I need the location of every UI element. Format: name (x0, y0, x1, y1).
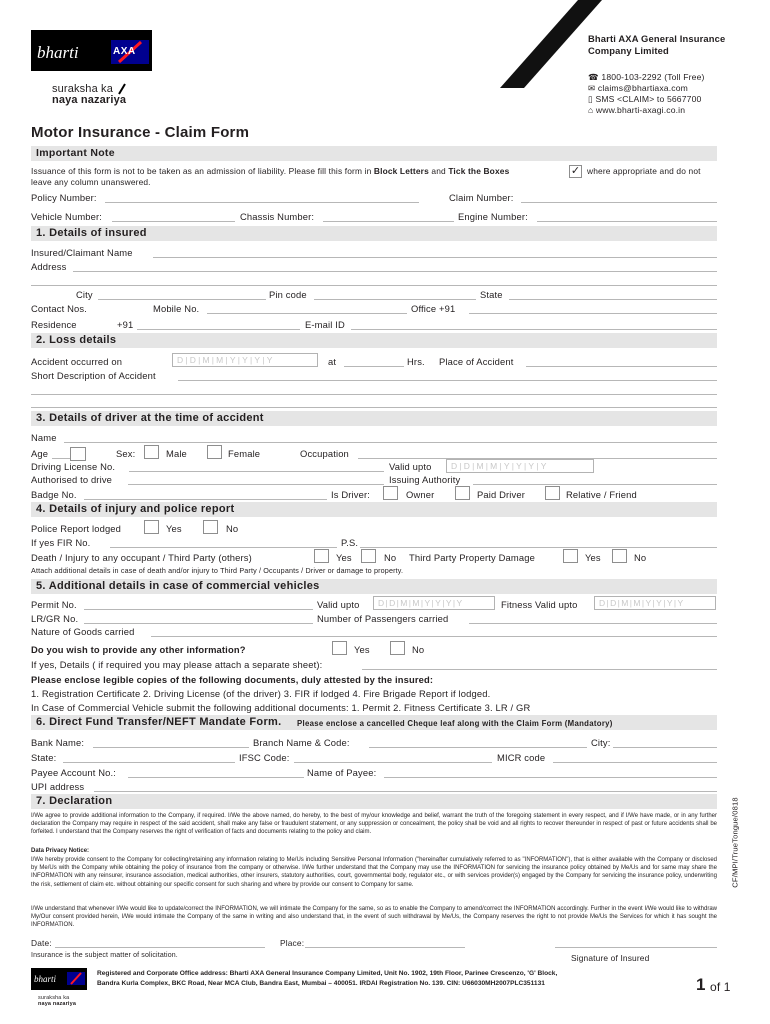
logo-axa-text: AXA (113, 46, 136, 57)
bank-city-field[interactable] (613, 747, 717, 748)
tpd-no-label: No (634, 552, 647, 563)
tpd-yes-checkbox[interactable] (563, 549, 578, 563)
accident-description-label: Short Description of Accident (31, 370, 156, 381)
payee-account-label: Payee Account No.: (31, 767, 117, 778)
declaration-date-field[interactable] (55, 947, 265, 948)
footer-address-1: Registered and Corporate Office address: Bharti AXA General Insurance Company Limited, Unit No. 1902, 19th Floor, Parinee Crescenzo, 'G' Block, (97, 970, 558, 977)
tpd-no-checkbox[interactable] (612, 549, 627, 563)
residence-label: Residence (31, 319, 77, 330)
occupation-label: Occupation (300, 448, 349, 459)
lr-gr-field[interactable] (84, 623, 313, 624)
declaration-text: I/We agree to provide additional information to the Company, if required. I/We the above named, do hereby, to the best of my/our knowledge and belief, warrant the truth of the foregoing statement in every respect, and if I/We have made, or in any further declaration the Company may require in respect of the said accident, shall make any false or fraudulent statement, or any suppression or concealment, the policy shall be void and all rights to recover thereunder in respect of past or future accidents shall be forfeited. I understand that the Company reserves the right of verification of facts and documents relating to the policy and claim. (31, 813, 717, 836)
footer-axa-logo-icon (67, 972, 85, 985)
check-icon: ✓ (570, 165, 581, 177)
driver-name-field[interactable] (64, 442, 717, 443)
ifsc-label: IFSC Code: (239, 752, 290, 763)
driving-license-label: Driving License No. (31, 461, 116, 472)
hrs-label: Hrs. (407, 356, 425, 367)
bank-name-label: Bank Name: (31, 737, 85, 748)
address-field-1[interactable] (73, 271, 717, 272)
passengers-label: Number of Passengers carried (317, 613, 449, 624)
accident-description-field-3[interactable] (31, 407, 717, 408)
place-of-accident-label: Place of Accident (439, 356, 514, 367)
driver-name-label: Name (31, 432, 57, 443)
privacy-text-1: I/We hereby provide consent to the Company for collecting/retaining any information relating to Me/Us including Sensitive Personal Information ("hereinafter cumulatively referred to as "INFORMATION"), that is either available with the Company or disclosed by Me/Us with the Company while obtaining the policy of insurance from the company or otherwise. I/We further understand that the Company may use the INFORMATION for servicing the insurance policy obtained by Me/Us and for same may share the INFORMATION with any reinsurer, insurance association, medical authorities, other insurers, statutory authorities, court, governmental body, regulator etc., or with services provider(s) engaged by the Company for servicing the insurance policy, underwriting the risk, settlement of claim etc. without obtaining our specific consent for such sharing and where by provide our consent to Company for same. (31, 857, 717, 888)
pin-code-label: Pin code (269, 289, 307, 300)
age-box[interactable] (70, 447, 86, 461)
declaration-date-label: Date: (31, 938, 52, 948)
engine-number-label: Engine Number: (458, 211, 528, 222)
other-info-question: Do you wish to provide any other information? (31, 644, 246, 655)
dl-valid-upto-label: Valid upto (389, 461, 432, 472)
tpd-yes-label: Yes (585, 552, 601, 563)
commercial-documents: In Case of Commercial Vehicle submit the following additional documents: 1. Permit 2. Fitness Certificate 3. LR / GR (31, 702, 531, 713)
other-info-details-field[interactable] (362, 669, 717, 670)
upi-label: UPI address (31, 781, 85, 792)
section-6-band (31, 715, 717, 730)
paid-driver-checkbox[interactable] (455, 486, 470, 500)
other-info-no-checkbox[interactable] (390, 641, 405, 655)
police-report-label: Police Report lodged (31, 523, 122, 534)
bank-state-field[interactable] (63, 762, 235, 763)
mobile-no-label: Mobile No. (153, 303, 200, 314)
fitness-valid-input[interactable]: D|D|M|M|Y|Y|Y|Y (594, 596, 716, 610)
company-name-2: Company Limited (588, 45, 669, 56)
payee-name-field[interactable] (384, 777, 717, 778)
policy-number-label: Policy Number: (31, 192, 97, 203)
contact-phone: ☎ 1800-103-2292 (Toll Free) (588, 72, 705, 82)
privacy-heading: Data Privacy Notice: (31, 848, 90, 854)
ps-field[interactable] (360, 547, 717, 548)
bank-state-label: State: (31, 752, 57, 763)
logo-bharti-text: bharti (37, 43, 79, 62)
bharti-axa-logo (31, 30, 152, 71)
male-label: Male (166, 448, 187, 459)
signature-label: Signature of Insured (571, 953, 650, 963)
police-no-label: No (226, 523, 239, 534)
mobile-icon: ▯ (588, 94, 593, 104)
relative-friend-checkbox[interactable] (545, 486, 560, 500)
tick-example-box (569, 165, 582, 178)
declaration-place-label: Place: (280, 938, 305, 948)
office-field[interactable] (469, 313, 717, 314)
contact-web[interactable]: ⌂ www.bharti-axagi.co.in (588, 105, 686, 115)
death-injury-no-checkbox[interactable] (361, 549, 376, 563)
state-field[interactable] (509, 299, 717, 300)
death-injury-label: Death / Injury to any occupant / Third Party (others) (31, 552, 252, 563)
passengers-field[interactable] (469, 623, 717, 624)
city-field[interactable] (98, 299, 266, 300)
section-7-heading: 7. Declaration (36, 795, 113, 807)
authorised-to-drive-field[interactable] (128, 484, 384, 485)
owner-checkbox[interactable] (383, 486, 398, 500)
residence-code: +91 (117, 319, 134, 330)
other-info-yes-label: Yes (354, 644, 370, 655)
chassis-number-field[interactable] (323, 221, 454, 222)
third-party-damage-label: Third Party Property Damage (409, 552, 535, 563)
relative-friend-label: Relative / Friend (566, 489, 637, 500)
claim-number-field[interactable] (521, 202, 717, 203)
dl-valid-upto-input[interactable]: D|D|M|M|Y|Y|Y|Y (446, 459, 594, 473)
page-of-total: of 1 (710, 980, 731, 994)
fir-no-field[interactable] (110, 547, 337, 548)
accident-date-input[interactable]: D|D|M|M|Y|Y|Y|Y (172, 353, 318, 367)
privacy-text-2: I/We understand that whenever I/We would like to update/correct the INFORMATION, we will intimate the Company for the same, so as to enable the Company to amend/correct the INFORMATION accordingly. Further in the event I/We would like to withdraw My/Our consent provided herein, I/We would intimate the Company of the same in writing and also understand that, in the event of such withdrawal by Me/Us, the Company reserves the right to not provide Me/Us the Services for which it has sought the INFORMATION. (31, 906, 717, 929)
section-2-band (31, 333, 717, 348)
address-label: Address (31, 261, 67, 272)
issuing-authority-field[interactable] (473, 484, 717, 485)
other-info-yes-checkbox[interactable] (332, 641, 347, 655)
micr-label: MICR code (497, 752, 546, 763)
state-label: State (480, 289, 503, 300)
accident-description-field-1[interactable] (178, 380, 717, 381)
other-info-no-label: No (412, 644, 425, 655)
page-number: 1 (696, 975, 706, 994)
place-of-accident-field[interactable] (526, 366, 717, 367)
web-icon: ⌂ (588, 105, 594, 115)
at-label: at (328, 356, 337, 367)
documents-list: 1. Registration Certificate 2. Driving License (of the driver) 3. FIR if lodged 4. Fire Brigade Report if lodged. (31, 688, 491, 699)
solicitation-note: Insurance is the subject matter of solicitation. (31, 952, 178, 959)
vehicle-number-field[interactable] (112, 221, 235, 222)
company-name-1: Bharti AXA General Insurance (588, 33, 726, 44)
accident-description-field-2[interactable] (31, 394, 717, 395)
owner-label: Owner (406, 489, 435, 500)
permit-no-label: Permit No. (31, 599, 77, 610)
tagline-2: naya nazariya (52, 94, 127, 106)
badge-no-field[interactable] (84, 499, 327, 500)
mobile-no-field[interactable] (207, 313, 407, 314)
office-label: Office +91 (411, 303, 456, 314)
section-2-heading: 2. Loss details (36, 334, 117, 346)
other-info-details-label: If yes, Details ( if required you may please attach a separate sheet): (31, 659, 323, 670)
fir-no-label: If yes FIR No. (31, 537, 91, 548)
police-yes-checkbox[interactable] (144, 520, 159, 534)
footer-tagline-1: suraksha ka (38, 995, 70, 1001)
death-injury-no-label: No (384, 552, 397, 563)
important-note-text: Issuance of this form is not to be taken as an admission of liability. Please fill this form in Block Letters and Tick the Boxes (31, 166, 510, 176)
accident-time-field[interactable] (344, 366, 404, 367)
important-note-band (31, 146, 717, 161)
section-1-band (31, 226, 717, 241)
section-6-subheading: Please enclose a cancelled Cheque leaf along with the Claim Form (Mandatory) (297, 719, 613, 728)
section-1-heading: 1. Details of insured (36, 227, 147, 239)
address-field-2[interactable] (31, 285, 717, 286)
goods-label: Nature of Goods carried (31, 626, 135, 637)
important-note-text-3: leave any column unanswered. (31, 177, 151, 187)
chassis-number-label: Chassis Number: (240, 211, 315, 222)
issuing-authority-label: Issuing Authority (389, 474, 461, 485)
male-checkbox[interactable] (144, 445, 159, 459)
page-title: Motor Insurance - Claim Form (31, 124, 250, 141)
fitness-valid-label: Fitness Valid upto (501, 599, 578, 610)
residence-field[interactable] (137, 329, 300, 330)
important-note-text-2: where appropriate and do not (587, 166, 701, 176)
attach-note: Attach additional details in case of death and/or injury to Third Party / Occupants / Driver or damage to property. (31, 566, 404, 575)
permit-no-field[interactable] (84, 609, 313, 610)
accident-date-label: Accident occurred on (31, 356, 123, 367)
vehicle-number-label: Vehicle Number: (31, 211, 103, 222)
female-label: Female (228, 448, 261, 459)
police-yes-label: Yes (166, 523, 182, 534)
police-no-checkbox[interactable] (203, 520, 218, 534)
email-id-field[interactable] (351, 329, 717, 330)
goods-field[interactable] (151, 636, 717, 637)
form-code-vertical: CF/MPI/TrueTongue/0818 (730, 797, 740, 888)
section-4-heading: 4. Details of injury and police report (36, 503, 235, 515)
paid-driver-label: Paid Driver (477, 489, 526, 500)
important-note-heading: Important Note (36, 147, 115, 159)
death-injury-yes-label: Yes (336, 552, 352, 563)
tagline-1: suraksha ka (52, 83, 113, 95)
payee-name-label: Name of Payee: (307, 767, 377, 778)
insured-name-field[interactable] (153, 257, 717, 258)
age-label: Age (31, 448, 49, 459)
policy-number-field[interactable] (105, 202, 419, 203)
footer-logo (31, 968, 87, 990)
bank-name-field[interactable] (93, 747, 249, 748)
email-icon: ✉ (588, 83, 596, 93)
bank-city-label: City: (591, 737, 611, 748)
section-7-band (31, 794, 717, 809)
ifsc-field[interactable] (294, 762, 492, 763)
contact-email[interactable]: ✉ claims@bhartiaxa.com (588, 83, 688, 93)
section-5-band (31, 579, 717, 594)
section-4-band (31, 502, 717, 517)
email-id-label: E-mail ID (305, 319, 345, 330)
pin-code-field[interactable] (314, 299, 476, 300)
declaration-place-field[interactable] (305, 947, 465, 948)
driving-license-field[interactable] (129, 471, 384, 472)
section-5-heading: 5. Additional details in case of commercial vehicles (36, 580, 320, 592)
branch-name-label: Branch Name & Code: (253, 737, 350, 748)
section-3-heading: 3. Details of driver at the time of accident (36, 412, 264, 424)
footer-tagline-2: naya nazariya (38, 1001, 77, 1007)
payee-account-field[interactable] (128, 777, 304, 778)
permit-valid-label: Valid upto (317, 599, 360, 610)
footer-address-2: Bandra Kurla Complex, BKC Road, Near MCA Club, Bandra East, Mumbai – 400051. IRDAI Registration No. 139. CIN: U66030MH2007PLC351131 (97, 980, 545, 987)
section-3-band (31, 411, 717, 426)
age-field[interactable] (52, 458, 70, 459)
is-driver-label: Is Driver: (331, 489, 370, 500)
branch-name-field[interactable] (369, 747, 587, 748)
insured-name-label: Insured/Claimant Name (31, 247, 133, 258)
ps-label: P.S. (341, 537, 359, 548)
upi-field[interactable] (94, 791, 717, 792)
authorised-to-drive-label: Authorised to drive (31, 474, 113, 485)
badge-no-label: Badge No. (31, 489, 77, 500)
city-label: City (76, 289, 93, 300)
engine-number-field[interactable] (537, 221, 717, 222)
phone-icon: ☎ (588, 72, 599, 82)
enclose-documents-note: Please enclose legible copies of the following documents, duly attested by the insured: (31, 674, 434, 685)
claim-number-label: Claim Number: (449, 192, 514, 203)
contact-nos-label: Contact Nos. (31, 303, 87, 314)
micr-field[interactable] (553, 762, 717, 763)
contact-sms: ▯ SMS <CLAIM> to 5667700 (588, 94, 702, 104)
section-6-heading: 6. Direct Fund Transfer/NEFT Mandate Form. (36, 716, 282, 728)
sex-label: Sex: (116, 448, 136, 459)
lr-gr-label: LR/GR No. (31, 613, 79, 624)
permit-valid-input[interactable]: D|D|M|M|Y|Y|Y|Y (373, 596, 495, 610)
signature-field[interactable] (555, 947, 717, 948)
female-checkbox[interactable] (207, 445, 222, 459)
footer-logo-bharti-text: bharti (34, 974, 57, 984)
death-injury-yes-checkbox[interactable] (314, 549, 329, 563)
